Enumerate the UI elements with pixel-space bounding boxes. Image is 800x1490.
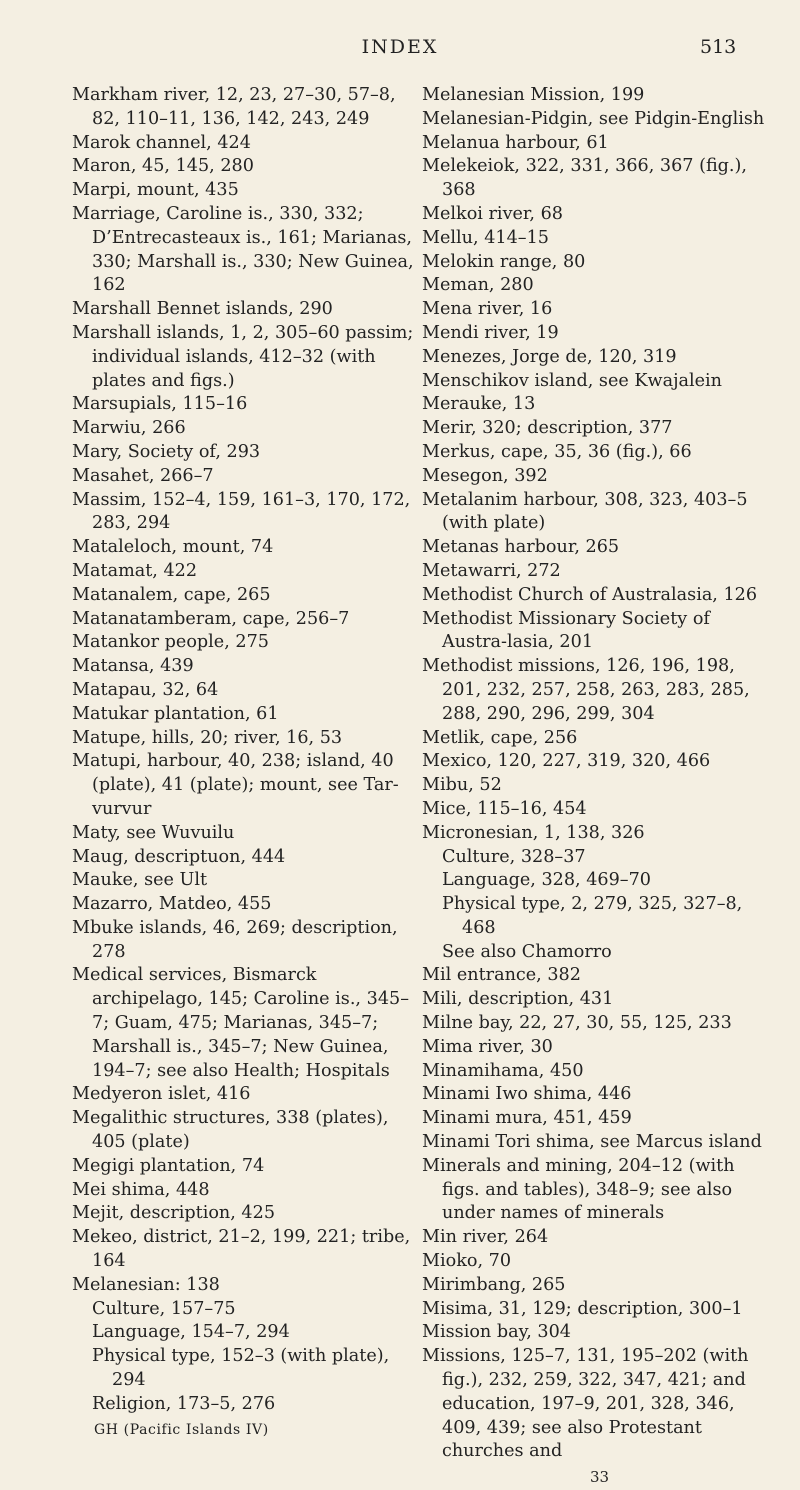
index-entry: Melanesian Mission, 199	[422, 85, 645, 105]
index-subentry: Culture, 157–75	[92, 1298, 236, 1319]
index-entry: Meman, 280	[422, 275, 534, 296]
index-entry: Mice, 115–16, 454	[422, 798, 587, 819]
index-entry: Missions, 125–7, 131, 195–202 (with fig.), 232, 259, 322, 347, 421; and education, 197–9, 201, 328, 346, 409, 439; see also Protestant churches and	[422, 1346, 749, 1462]
index-column-right	[422, 84, 767, 1490]
index-entry: Mei shima, 448	[72, 1179, 210, 1200]
index-entry: Menschikov island, see Kwajalein	[422, 370, 723, 391]
index-entry: Marshall Bennet islands, 290	[72, 299, 333, 320]
index-entry: Melokin range, 80	[422, 251, 586, 272]
index-entry: Mirimbang, 265	[422, 1274, 566, 1295]
index-entry: Maron, 45, 145, 280	[72, 156, 254, 177]
index-entry: Mauke, see Ult	[72, 870, 208, 891]
index-entry: Marpi, mount, 435	[72, 180, 239, 201]
index-entry: Matupe, hills, 20; river, 16, 53	[72, 727, 343, 748]
index-entry: Matupi, harbour, 40, 238; island, 40 (plate), 41 (plate); mount, see Tar-vurvur	[72, 751, 399, 819]
index-entry: Metanas harbour, 265	[422, 537, 620, 558]
index-entry: Mission bay, 304	[422, 1322, 571, 1343]
index-entry: Misima, 31, 129; description, 300–1	[422, 1298, 743, 1319]
index-entry: Matansa, 439	[72, 656, 194, 677]
index-entry: Metawarri, 272	[422, 560, 561, 581]
index-entry: Merauke, 13	[422, 394, 536, 415]
index-entry: Melanua harbour, 61	[422, 132, 609, 153]
index-entry: Mekeo, district, 21–2, 199, 221; tribe, 164	[72, 1227, 411, 1272]
index-entry: Melanesian-Pidgin, see Pidgin-English	[422, 108, 765, 129]
index-entry: Milne bay, 22, 27, 30, 55, 125, 233	[422, 1013, 732, 1034]
index-entry: Marriage, Caroline is., 330, 332; D’Entrecasteaux is., 161; Marianas, 330; Marshall is., 330; New Guinea, 162	[72, 203, 414, 296]
index-entry: Megigi plantation, 74	[72, 1155, 265, 1176]
index-entry: Matapau, 32, 64	[72, 679, 219, 700]
index-entry: Methodist Church of Australasia, 126	[422, 584, 758, 605]
index-entry: Marok channel, 424	[72, 132, 251, 153]
index-entry: Mesegon, 392	[422, 465, 548, 486]
index-entry: Minami Tori shima, see Marcus island	[422, 1132, 762, 1153]
index-entry: Mili, description, 431	[422, 989, 614, 1010]
index-entry: Matanatamberam, cape, 256–7	[72, 608, 350, 629]
index-subentry: Language, 328, 469–70	[442, 870, 651, 891]
index-entry: Merir, 320; description, 377	[422, 418, 673, 439]
footer-sheet-number: 33	[589, 1468, 610, 1487]
index-entry: Minami Iwo shima, 446	[422, 1084, 632, 1105]
index-entry: Mataleloch, mount, 74	[72, 537, 274, 558]
index-entry: Mil entrance, 382	[422, 965, 581, 986]
index-entry: Mbuke islands, 46, 269; description, 278	[72, 917, 398, 962]
index-entry: Minami mura, 451, 459	[422, 1108, 632, 1129]
index-subentry: See also Chamorro	[442, 941, 612, 962]
index-entry: Mioko, 70	[422, 1251, 512, 1272]
index-entry: Matankor people, 275	[72, 632, 269, 653]
index-subentry: Culture, 328–37	[442, 846, 586, 867]
page-number: 513	[700, 36, 737, 58]
index-entry: Methodist Missionary Society of Austra-lasia, 201	[422, 608, 710, 653]
index-entry: Masahet, 266–7	[72, 465, 214, 486]
index-entry: Mejit, description, 425	[72, 1203, 276, 1224]
index-entry: Mibu, 52	[422, 775, 502, 796]
index-column-left	[72, 84, 417, 1442]
index-subentry: Religion, 173–5, 276	[92, 1393, 276, 1414]
index-entry: Melekeiok, 322, 331, 366, 367 (fig.), 368	[422, 156, 747, 201]
index-entry: Menezes, Jorge de, 120, 319	[422, 346, 677, 367]
page-title: INDEX	[361, 36, 439, 58]
index-entry: Markham river, 12, 23, 27–30, 57–8, 82, 110–11, 136, 142, 243, 249	[72, 85, 396, 129]
index-entry: Minerals and mining, 204–12 (with figs. and tables), 348–9; see also under names of minerals	[422, 1155, 735, 1224]
index-entry: Matukar plantation, 61	[72, 703, 279, 724]
index-entry: Methodist missions, 126, 196, 198, 201, 232, 257, 258, 263, 283, 285, 288, 290, 296, 299, 304	[422, 656, 750, 724]
index-entry: Melkoi river, 68	[422, 203, 563, 224]
index-entry: Metalanim harbour, 308, 323, 403–5 (with plate)	[422, 489, 748, 534]
index-entry: Matamat, 422	[72, 560, 198, 581]
index-entry: Medyeron islet, 416	[72, 1084, 251, 1105]
index-subentry: Physical type, 152–3 (with plate), 294	[92, 1346, 390, 1391]
index-entry: Megalithic structures, 338 (plates), 405 (plate)	[72, 1108, 389, 1153]
index-entry: Medical services, Bismarck archipelago, 145; Caroline is., 345–7; Guam, 475; Marianas, 345–7; Marshall is., 345–7; New Guinea, 194–7; see also Health; Hospitals	[72, 965, 409, 1081]
index-entry: Marsupials, 115–16	[72, 394, 248, 415]
index-entry: Mima river, 30	[422, 1036, 553, 1057]
index-entry: Micronesian, 1, 138, 326	[422, 822, 645, 843]
index-entry: Maug, descriptuon, 444	[72, 846, 286, 867]
index-entry: Mary, Society of, 293	[72, 441, 261, 462]
index-entry: Massim, 152–4, 159, 161–3, 170, 172, 283, 294	[72, 489, 411, 534]
index-entry: Merkus, cape, 35, 36 (fig.), 66	[422, 441, 692, 462]
index-entry: Melanesian: 138	[72, 1274, 220, 1295]
index-entry: Mexico, 120, 227, 319, 320, 466	[422, 751, 711, 772]
index-entry: Matanalem, cape, 265	[72, 584, 271, 605]
index-entry: Mendi river, 19	[422, 322, 559, 343]
index-entry: Maty, see Wuvuilu	[72, 822, 235, 843]
index-entry: Marshall islands, 1, 2, 305–60 passim; individual islands, 412–32 (with plates and figs.)	[72, 322, 414, 391]
index-subentry: Physical type, 2, 279, 325, 327–8, 468	[442, 894, 743, 938]
index-entry: Metlik, cape, 256	[422, 727, 578, 748]
index-entry: Mazarro, Matdeo, 455	[72, 894, 272, 915]
index-subentry: Language, 154–7, 294	[92, 1322, 290, 1343]
index-entry: Minamihama, 450	[422, 1060, 584, 1081]
index-entry: Marwiu, 266	[72, 418, 186, 439]
index-entry: Mellu, 414–15	[422, 227, 549, 248]
index-entry: Mena river, 16	[422, 299, 553, 320]
footer-signature: GH (Pacific Islands IV)	[94, 1421, 269, 1438]
index-entry: Min river, 264	[422, 1227, 549, 1248]
